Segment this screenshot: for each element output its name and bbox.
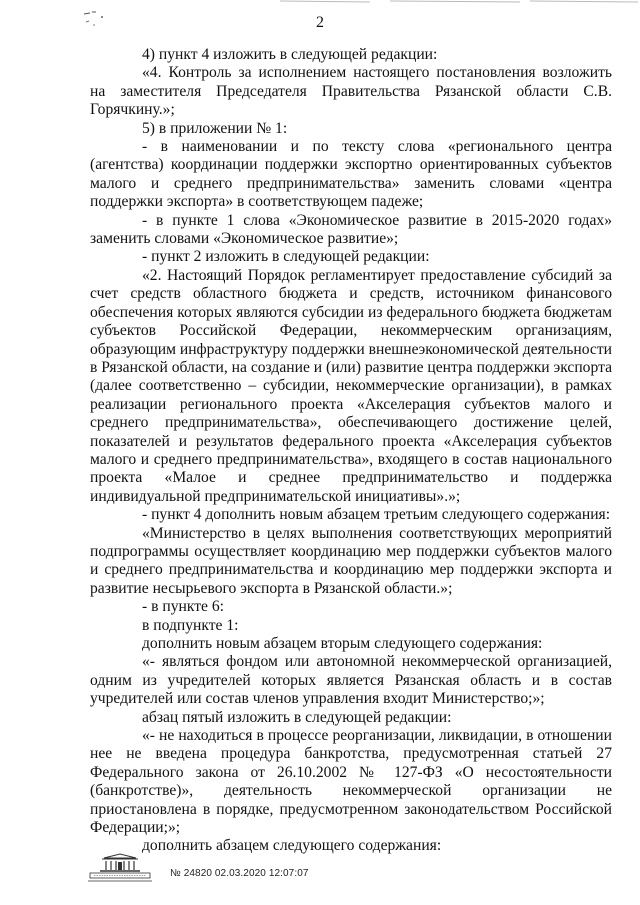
- paragraph: - в пункте 6:: [142, 598, 224, 616]
- paragraph: 5) в приложении № 1:: [142, 119, 288, 137]
- document-registration-footer: № 24820 02.03.2020 12:07:07: [170, 868, 309, 879]
- paragraph: - в пункте 1 слова «Экономическое развитие в 2015-2020 годах» заменить словами «Экономическое развитие»;: [90, 211, 612, 248]
- paragraph: 4) пункт 4 изложить в следующей редакции:: [142, 46, 438, 63]
- scan-artifact-top-edge: [280, 0, 640, 8]
- government-building-stamp-icon: [86, 852, 154, 884]
- paragraph: «Министерство в целях выполнения соответствующих мероприятий подпрограммы осуществляет координацию мер поддержки субъектов малого и среднего предпринимательства и координацию мер поддержки экспорта и развитие несырьевого экспорта в Рязанской области.»;: [90, 524, 612, 597]
- paragraph: дополнить новым абзацем вторым следующего содержания:: [142, 635, 543, 652]
- paragraph: «2. Настоящий Порядок регламентирует предоставление субсидий за счет средств областного бюджета и средств, источником финансового обеспечения которых являются субсидии из федерального бюджета бюджетам субъектов Российской Федерации, некоммерческим организациям, образующим инфраструктуру поддержки внешнеэкономической деятельности в Рязанской области, на создание и (или) развитие центра поддержки экспорта (далее соответственно – субсидии, некоммерческие организации), в рамках реализации регионального проекта «Акселерация субъектов малого и среднего предпринимательства», обеспечивающего достижение целей, показателей и результатов федерального проекта «Акселерация субъектов малого и среднего предпринимательства», входящего в состав национального проекта «Малое и среднее предпринимательство и поддержка индивидуальной предпринимательской инициативы».»;: [90, 266, 613, 505]
- paragraph: «- являться фондом или автономной некоммерческой организацией, одним из учредителей которых является Рязанская область и в состав учредителей или состав членов управления входит Министерство;»;: [90, 653, 612, 708]
- paragraph: - пункт 2 изложить в следующей редакции:: [142, 248, 430, 266]
- paragraph: «- не находиться в процессе реорганизации, ликвидации, в отношении нее не введена процедура банкротства, предусмотренная статьей 27 Федерального закона от 26.10.2002 № 127-ФЗ «О несостоятельности (банкротстве)», деятельность некоммерческой организации не приостановлена в порядке, предусмотренном законодательством Российской Федерации;»;: [90, 727, 612, 837]
- page-number: 2: [316, 14, 324, 31]
- paragraph: - пункт 4 дополнить новым абзацем третьим следующего содержания:: [142, 506, 611, 524]
- paragraph: «4. Контроль за исполнением настоящего постановления возложить на заместителя Председателя Правительства Рязанской области С.В. Горячкину.»;: [90, 64, 612, 119]
- document-body: [90, 46, 612, 856]
- paragraph: дополнить абзацем следующего содержания:: [142, 837, 442, 855]
- paragraph: - в наименовании и по тексту слова «регионального центра (агентства) координации поддержки экспортно ориентированных субъектов малого и среднего предпринимательства» заменить словами «центра поддержки экспорта» в соответствующем падеже;: [90, 138, 612, 211]
- paragraph: в подпункте 1:: [142, 616, 239, 634]
- paragraph: абзац пятый изложить в следующей редакции:: [142, 708, 452, 726]
